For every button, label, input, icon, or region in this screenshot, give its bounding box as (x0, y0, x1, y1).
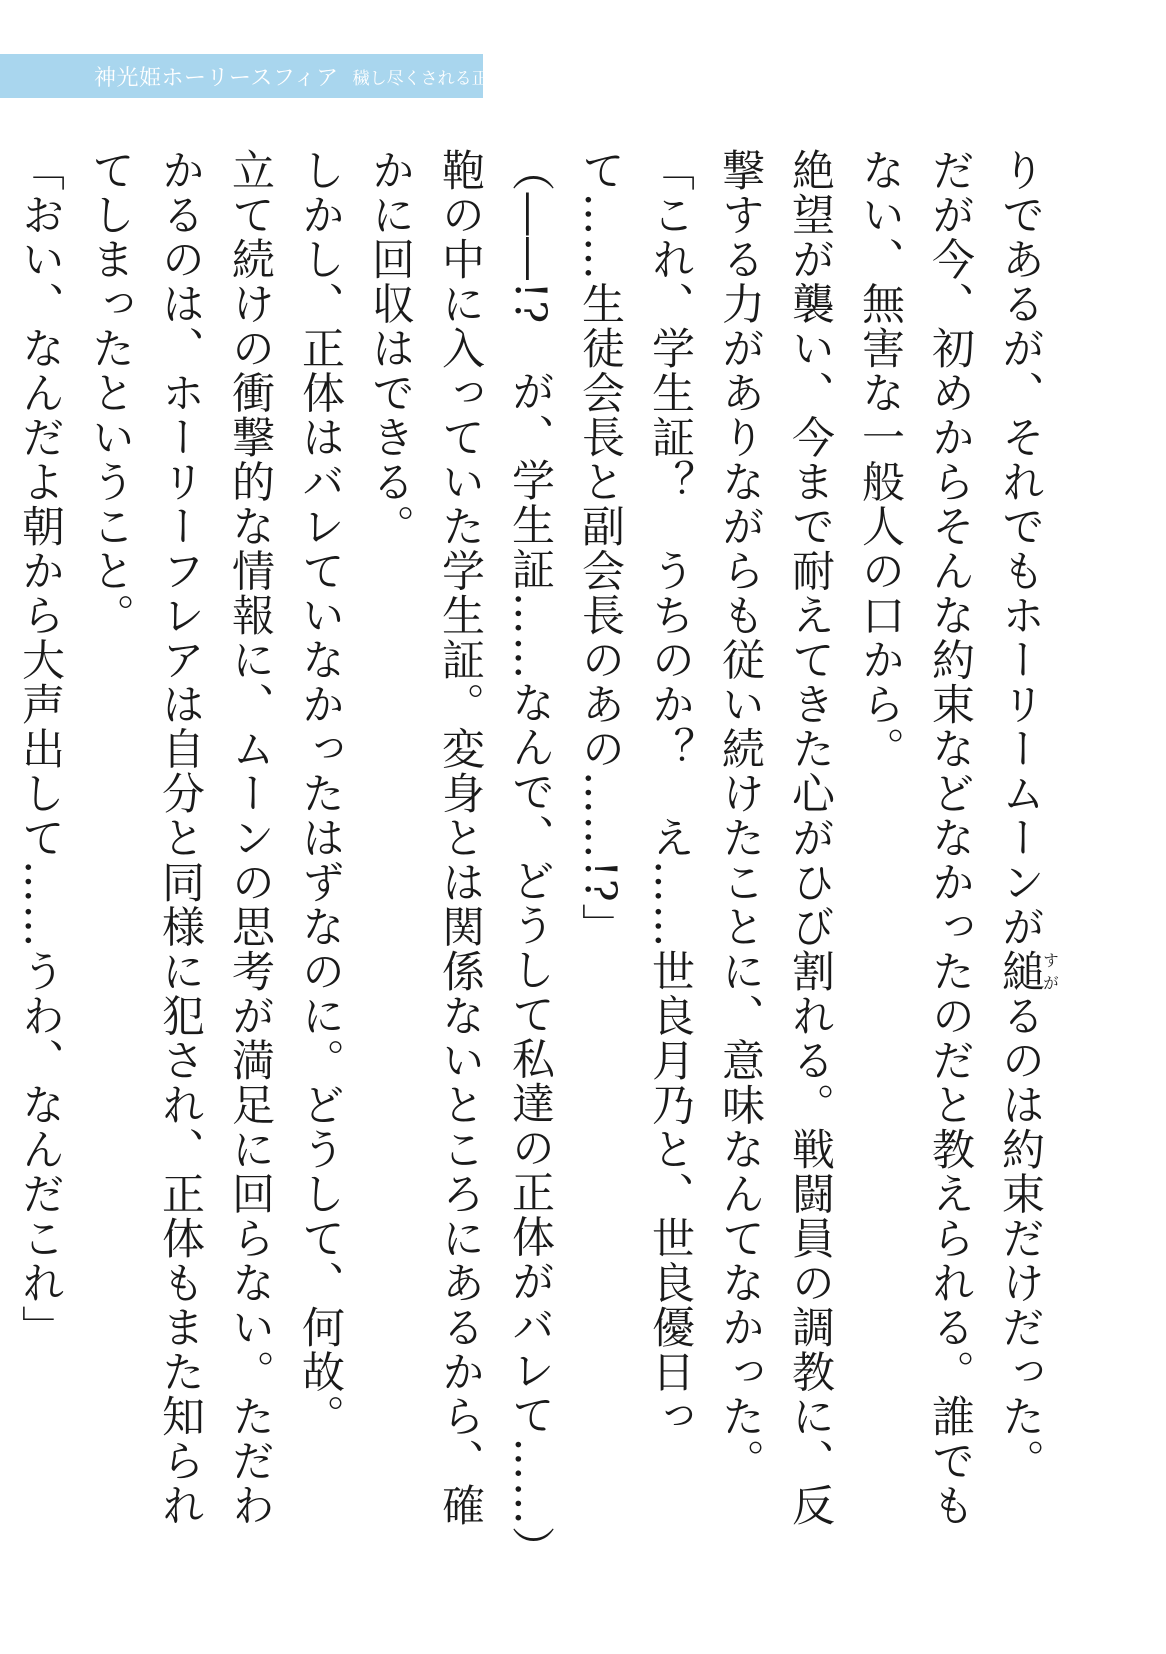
ruby-annotation (995, 949, 1060, 994)
paragraph-3: 絶望が襲い、今まで耐えてきた心がひび割れる。戦闘員の調教に、反撃する力がありながらも従い続けたことに、意味なんてなかった。 (715, 148, 835, 1528)
paragraph-1 (985, 148, 1058, 1568)
paragraph-6: 鞄の中に入っていた学生証。変身とは関係ないところにあるから、確かに回収はできる。 (365, 148, 485, 1528)
paragraph-8: 立て続けの衝撃的な情報に、ムーンの思考が満足に回らない。ただわかるのは、ホーリーフレアは自分と同様に犯され、正体もまた知られてしまったということ。 (85, 148, 275, 1528)
paragraph-4: 「これ、学生証？ うちのか？ え……世良月乃と、世良優日って……生徒会長と副会長のあの……!?」 (575, 148, 695, 1439)
paragraph-5: （――!? が、学生証……なんで、どうして私達の正体がバレて……） (505, 148, 555, 1571)
running-header (0, 54, 506, 98)
ruby-base: 縋 (995, 949, 1045, 994)
paragraph-9: 「おい、なんだよ朝から大声出して……うわ、なんだこれ」 (15, 148, 65, 1350)
paragraph-2: だが今、初めからそんな約束などなかったのだと教えられる。誰でもない、無害な一般人の口から。 (855, 148, 975, 1528)
paragraph-7: しかし、正体はバレていなかったはずなのに。どうして、何故。 (295, 148, 345, 1439)
vertical-body-text (15, 148, 1060, 1571)
paragraph-1-after: るのは約束だけだった。 (995, 993, 1045, 1483)
chapter-title: 穢し尽くされる正義 (352, 68, 506, 89)
ruby-reading: すが (1040, 949, 1060, 994)
paragraph-10 (0, 148, 5, 1568)
book-title: 神光姫ホーリースフィア (94, 65, 339, 91)
paragraph-1-before: りであるが、それでもホーリームーンが (995, 148, 1045, 949)
